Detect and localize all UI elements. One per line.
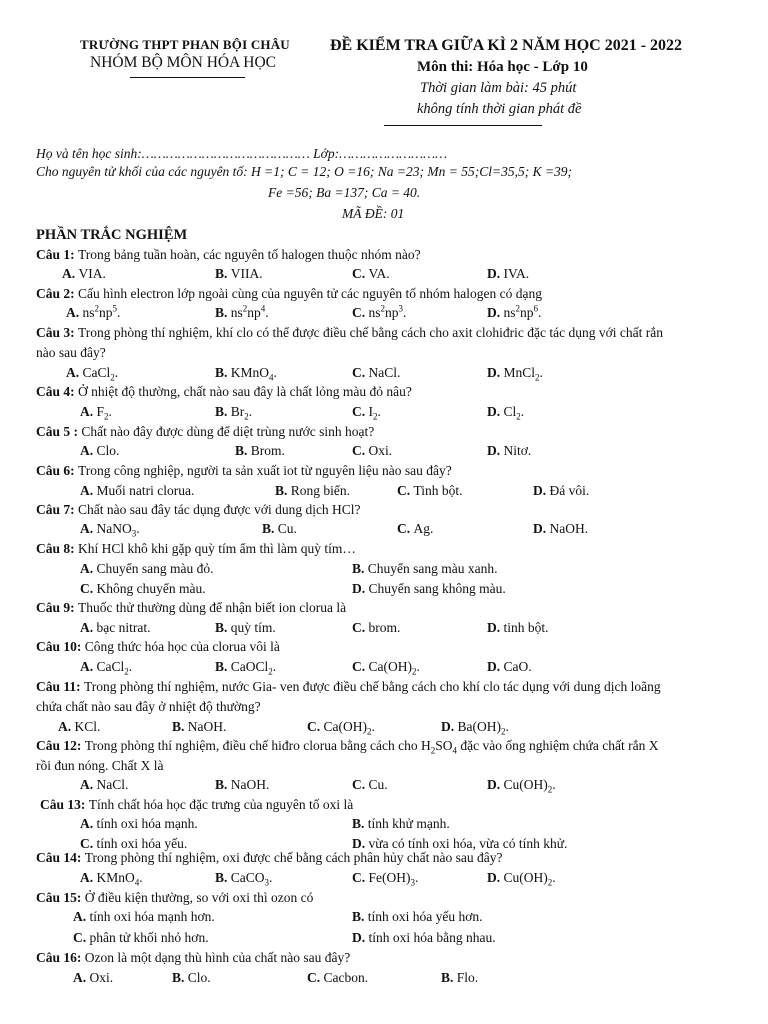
option-text: Tinh bột. bbox=[413, 483, 463, 498]
question-text: Trong phòng thí nghiệm, nước Gia- ven được điều chế bằng cách cho khí clo tác dụng với dung dịch loãng bbox=[84, 679, 661, 694]
answer-option bbox=[215, 266, 263, 282]
answer-option bbox=[352, 581, 506, 597]
option-text: tính oxi hóa mạnh hơn. bbox=[89, 909, 215, 924]
question-text: Trong phòng thí nghiệm, điều chế hiđro clorua bằng cách cho $H_2SO_4$ đặc vào ống nghiệm chứa chất rắn X bbox=[84, 738, 659, 756]
department-name: NHÓM BỘ MÔN HÓA HỌC bbox=[90, 54, 277, 71]
answer-option bbox=[352, 909, 483, 925]
option-letter: C. bbox=[352, 365, 369, 380]
option-text: $F_2$. bbox=[96, 404, 112, 422]
answer-option bbox=[262, 521, 297, 537]
option-text: $Ca(OH)_2$. bbox=[368, 659, 420, 677]
option-text: $Cu(OH)_2$. bbox=[503, 870, 556, 888]
option-letter: D. bbox=[533, 521, 550, 536]
question-text: Công thức hóa học của clorua vôi là bbox=[84, 639, 280, 654]
question-3 bbox=[36, 325, 663, 341]
option-letter: C. bbox=[352, 305, 369, 320]
option-letter: A. bbox=[62, 266, 79, 281]
option-text: VIIA. bbox=[230, 266, 263, 281]
option-letter: A. bbox=[80, 816, 97, 831]
option-letter: C. bbox=[397, 521, 414, 536]
answer-option bbox=[73, 970, 113, 986]
option-letter: C. bbox=[352, 443, 369, 458]
option-text: Chuyển sang màu xanh. bbox=[367, 561, 498, 576]
question-number: Câu 15: bbox=[36, 890, 85, 905]
option-letter: A. bbox=[80, 561, 97, 576]
option-letter: D. bbox=[487, 365, 504, 380]
option-letter: B. bbox=[215, 266, 231, 281]
answer-option bbox=[533, 483, 589, 499]
option-letter: A. bbox=[58, 719, 75, 734]
exam-duration-note: không tính thời gian phát đề bbox=[417, 101, 582, 117]
answer-option bbox=[441, 719, 509, 735]
atomic-mass-line-2: Fe =56; Ba =137; Ca = 40. bbox=[268, 185, 421, 200]
question-number: Câu 11: bbox=[36, 679, 85, 694]
option-text: brom. bbox=[368, 620, 401, 635]
option-text: $ns^2np^5$. bbox=[82, 303, 121, 320]
option-letter: A. bbox=[66, 305, 83, 320]
option-text: Brom. bbox=[250, 443, 285, 458]
option-letter: B. bbox=[215, 620, 231, 635]
answer-option bbox=[80, 521, 140, 537]
exam-code: MÃ ĐỀ: 01 bbox=[342, 206, 405, 221]
option-letter: B. bbox=[352, 816, 368, 831]
question-text: Cấu hình electron lớp ngoài cùng của nguyên tử các nguyên tố nhóm halogen có dạng bbox=[78, 286, 542, 301]
option-text: $Br_2$. bbox=[230, 404, 253, 422]
answer-option bbox=[172, 970, 211, 986]
student-info-line: Họ và tên học sinh:…………………………………… Lớp:……………………… bbox=[36, 146, 448, 161]
answer-option bbox=[215, 870, 272, 886]
option-letter: B. bbox=[215, 404, 231, 419]
option-letter: B. bbox=[215, 365, 231, 380]
option-text: $I_2$. bbox=[368, 404, 381, 422]
option-letter: A. bbox=[80, 483, 97, 498]
answer-option bbox=[80, 404, 112, 420]
option-letter: C. bbox=[352, 870, 369, 885]
answer-option bbox=[215, 365, 277, 381]
option-letter: A. bbox=[80, 443, 97, 458]
section-title: PHẦN TRẮC NGHIỆM bbox=[36, 227, 188, 243]
department-underline bbox=[130, 77, 245, 78]
question-text-continued: chứa chất nào sau đây ở nhiệt độ thường? bbox=[36, 699, 261, 714]
question-text: Chất nào đây được dùng để diệt trùng nước sinh hoạt? bbox=[81, 424, 375, 439]
option-text: NaNO$_3$. bbox=[96, 521, 140, 539]
option-letter: D. bbox=[487, 305, 504, 320]
option-text: $Cu(OH)_2$. bbox=[503, 777, 556, 795]
option-text: $Ca(OH)_2$. bbox=[323, 719, 375, 737]
option-letter: B. bbox=[441, 970, 457, 985]
answer-option bbox=[80, 443, 119, 459]
option-text: $Fe(OH)_3$. bbox=[368, 870, 419, 888]
question-14 bbox=[36, 850, 503, 866]
option-text: Rong biển. bbox=[290, 483, 351, 498]
answer-option bbox=[62, 266, 106, 282]
option-letter: A. bbox=[66, 365, 83, 380]
answer-option bbox=[80, 561, 214, 577]
question-11 bbox=[36, 679, 661, 695]
answer-option bbox=[73, 909, 215, 925]
option-letter: C. bbox=[80, 581, 97, 596]
option-letter: D. bbox=[352, 930, 369, 945]
option-text: tính oxi hóa yếu hơn. bbox=[367, 909, 483, 924]
option-text: Cu. bbox=[368, 777, 388, 792]
answer-option bbox=[80, 581, 206, 597]
question-number: Câu 13: bbox=[40, 797, 89, 812]
answer-option bbox=[215, 659, 276, 675]
answer-option bbox=[352, 266, 390, 282]
option-text: tinh bột. bbox=[503, 620, 549, 635]
option-letter: B. bbox=[215, 659, 231, 674]
option-text: Clo. bbox=[96, 443, 120, 458]
option-letter: D. bbox=[487, 659, 504, 674]
question-text-continued: nào sau đây? bbox=[36, 345, 106, 360]
answer-option bbox=[275, 483, 350, 499]
option-text: Oxi. bbox=[368, 443, 393, 458]
answer-option bbox=[80, 620, 150, 636]
option-text: VA. bbox=[368, 266, 390, 281]
question-number: Câu 12: bbox=[36, 738, 85, 753]
answer-option bbox=[58, 719, 100, 735]
option-letter: C. bbox=[352, 777, 369, 792]
answer-option bbox=[397, 521, 433, 537]
header-underline bbox=[384, 125, 542, 126]
answer-option bbox=[80, 870, 143, 886]
option-text: MnCl$_2$. bbox=[503, 365, 543, 383]
answer-option bbox=[352, 305, 406, 321]
answer-option bbox=[80, 483, 194, 499]
option-letter: C. bbox=[80, 836, 97, 851]
option-text: $ns^2np^4$. bbox=[230, 303, 269, 320]
option-text: KMnO$_4$. bbox=[96, 870, 143, 888]
question-number: Câu 8: bbox=[36, 541, 79, 556]
answer-option bbox=[397, 483, 463, 499]
option-text: bạc nitrat. bbox=[96, 620, 151, 635]
answer-option bbox=[307, 719, 375, 735]
option-letter: B. bbox=[215, 870, 231, 885]
option-text: Flo. bbox=[456, 970, 479, 985]
option-text: quỳ tím. bbox=[230, 620, 276, 635]
option-text: tính oxi hóa bằng nhau. bbox=[368, 930, 496, 945]
option-letter: D. bbox=[352, 836, 369, 851]
answer-option bbox=[80, 816, 198, 832]
option-text: NaCl. bbox=[368, 365, 401, 380]
option-letter: C. bbox=[73, 930, 90, 945]
atomic-mass-line-1: Cho nguyên tử khối của các nguyên tố: H =1; C = 12; O =16; Na =23; Mn = 55;Cl=35,5; K =39; bbox=[36, 164, 573, 179]
option-letter: A. bbox=[80, 777, 97, 792]
answer-option bbox=[352, 620, 400, 636]
option-text: Không chuyển màu. bbox=[96, 581, 206, 596]
exam-duration: Thời gian làm bài: 45 phút bbox=[420, 80, 577, 96]
option-letter: C. bbox=[352, 266, 369, 281]
option-text: Clo. bbox=[187, 970, 211, 985]
option-letter: B. bbox=[172, 719, 188, 734]
answer-option bbox=[487, 777, 556, 793]
option-letter: B. bbox=[215, 305, 231, 320]
question-text: Ozon là một dạng thù hình của chất nào sau đây? bbox=[84, 950, 351, 965]
option-letter: A. bbox=[80, 620, 97, 635]
answer-option bbox=[307, 970, 368, 986]
question-1 bbox=[36, 247, 421, 263]
option-text: vừa có tính oxi hóa, vừa có tính khử. bbox=[368, 836, 568, 851]
question-number: Câu 10: bbox=[36, 639, 85, 654]
option-letter: B. bbox=[352, 561, 368, 576]
question-number: Câu 16: bbox=[36, 950, 85, 965]
option-letter: A. bbox=[73, 970, 90, 985]
option-text: $ns^2np^6$. bbox=[503, 303, 542, 320]
option-letter: D. bbox=[352, 581, 369, 596]
option-letter: B. bbox=[275, 483, 291, 498]
question-text: Trong phòng thí nghiệm, oxi được chế bằng cách phân hủy chất nào sau đây? bbox=[84, 850, 503, 865]
option-text: VIA. bbox=[78, 266, 106, 281]
answer-option bbox=[533, 521, 588, 537]
answer-option bbox=[487, 404, 524, 420]
question-2 bbox=[36, 286, 542, 302]
question-text: Chất nào sau đây tác dụng được với dung dịch HCl? bbox=[78, 502, 361, 517]
question-number: Câu 1: bbox=[36, 247, 79, 262]
question-4 bbox=[36, 384, 412, 400]
question-text: Trong công nghiệp, người ta sản xuất iot từ nguyên liệu nào sau đây? bbox=[78, 463, 452, 478]
answer-option bbox=[352, 659, 420, 675]
answer-option bbox=[80, 659, 132, 675]
option-text: NaOH. bbox=[549, 521, 589, 536]
option-text: IVA. bbox=[503, 266, 530, 281]
answer-option bbox=[352, 816, 450, 832]
answer-option bbox=[352, 777, 388, 793]
question-12 bbox=[36, 738, 658, 754]
option-text: Đá vôi. bbox=[549, 483, 590, 498]
option-text: Cacbon. bbox=[323, 970, 369, 985]
option-letter: D. bbox=[487, 404, 504, 419]
option-letter: A. bbox=[80, 521, 97, 536]
question-text: Thuốc thử thường dùng để nhận biết ion clorua là bbox=[78, 600, 347, 615]
option-text: CaO. bbox=[503, 659, 532, 674]
option-text: Nitơ. bbox=[503, 443, 532, 458]
option-text: CaCO$_3$. bbox=[230, 870, 273, 888]
option-text: Chuyển sang không màu. bbox=[368, 581, 506, 596]
option-text: CaOCl$_2$. bbox=[230, 659, 277, 677]
question-text: Ở nhiệt độ thường, chất nào sau đây là chất lỏng màu đỏ nâu? bbox=[78, 384, 412, 399]
option-text: KMnO$_4$. bbox=[230, 365, 277, 383]
question-13 bbox=[40, 797, 353, 813]
exam-title: ĐỀ KIỂM TRA GIỮA KÌ 2 NĂM HỌC 2021 - 2022 bbox=[330, 37, 683, 54]
question-number: Câu 5 : bbox=[36, 424, 82, 439]
question-text: Trong phòng thí nghiệm, khí clo có thể được điều chế bằng cách cho axit clohiđric đặc tác dụng với chất rắn bbox=[78, 325, 663, 340]
answer-option bbox=[352, 930, 496, 946]
answer-option bbox=[487, 620, 549, 636]
question-text: Trong bảng tuần hoàn, các nguyên tố halogen thuộc nhóm nào? bbox=[78, 247, 421, 262]
option-letter: B. bbox=[235, 443, 251, 458]
option-letter: C. bbox=[307, 719, 324, 734]
question-text: Khí HCl khô khi gặp quỳ tím ẩm thì làm quỳ tím… bbox=[78, 541, 356, 556]
answer-option bbox=[215, 777, 269, 793]
option-letter: A. bbox=[80, 404, 97, 419]
answer-option bbox=[352, 443, 392, 459]
option-letter: D. bbox=[533, 483, 550, 498]
option-text: $Ba(OH)_2$. bbox=[457, 719, 509, 737]
answer-option bbox=[441, 970, 478, 986]
option-letter: B. bbox=[352, 909, 368, 924]
option-letter: D. bbox=[487, 266, 504, 281]
answer-option bbox=[235, 443, 285, 459]
question-8 bbox=[36, 541, 356, 557]
option-text: NaOH. bbox=[230, 777, 270, 792]
question-text: Tính chất hóa học đặc trưng của nguyên tố oxi là bbox=[88, 797, 354, 812]
answer-option bbox=[215, 404, 252, 420]
option-text: NaCl. bbox=[96, 777, 129, 792]
option-letter: C. bbox=[352, 659, 369, 674]
option-letter: D. bbox=[487, 620, 504, 635]
option-letter: D. bbox=[441, 719, 458, 734]
question-number: Câu 14: bbox=[36, 850, 85, 865]
option-text: tính oxi hóa yếu. bbox=[96, 836, 188, 851]
answer-option bbox=[215, 305, 269, 321]
exam-subject: Môn thi: Hóa học - Lớp 10 bbox=[417, 59, 588, 75]
question-number: Câu 2: bbox=[36, 286, 79, 301]
question-number: Câu 6: bbox=[36, 463, 79, 478]
question-text: Ở điều kiện thường, so với oxi thì ozon có bbox=[84, 890, 314, 905]
option-letter: A. bbox=[80, 870, 97, 885]
question-5 bbox=[36, 424, 374, 440]
option-text: Muối natri clorua. bbox=[96, 483, 195, 498]
question-number: Câu 3: bbox=[36, 325, 79, 340]
answer-option bbox=[487, 870, 556, 886]
option-text: NaOH. bbox=[187, 719, 227, 734]
option-letter: C. bbox=[352, 404, 369, 419]
option-text: CaCl$_2$. bbox=[96, 659, 133, 677]
option-text: phân tử khối nhỏ hơn. bbox=[89, 930, 209, 945]
question-7 bbox=[36, 502, 361, 518]
answer-option bbox=[487, 266, 529, 282]
answer-option bbox=[66, 365, 118, 381]
option-letter: A. bbox=[73, 909, 90, 924]
option-letter: B. bbox=[215, 777, 231, 792]
option-text: tính oxi hóa mạnh. bbox=[96, 816, 198, 831]
question-number: Câu 9: bbox=[36, 600, 79, 615]
option-text: Ag. bbox=[413, 521, 434, 536]
school-name: TRƯỜNG THPT PHAN BỘI CHÂU bbox=[80, 37, 290, 52]
option-text: tính khử mạnh. bbox=[367, 816, 450, 831]
option-text: Cu. bbox=[277, 521, 297, 536]
question-10 bbox=[36, 639, 280, 655]
question-number: Câu 4: bbox=[36, 384, 79, 399]
question-text-continued: rồi đun nóng. Chất X là bbox=[36, 758, 164, 773]
answer-option bbox=[352, 870, 418, 886]
answer-option bbox=[215, 620, 276, 636]
question-6 bbox=[36, 463, 452, 479]
option-text: Oxi. bbox=[89, 970, 114, 985]
option-letter: D. bbox=[487, 443, 504, 458]
question-16 bbox=[36, 950, 350, 966]
answer-option bbox=[487, 305, 541, 321]
option-text: $ns^2np^3$. bbox=[368, 303, 407, 320]
option-text: CaCl$_2$. bbox=[82, 365, 119, 383]
question-number: Câu 7: bbox=[36, 502, 79, 517]
option-letter: C. bbox=[397, 483, 414, 498]
question-9 bbox=[36, 600, 346, 616]
answer-option bbox=[352, 365, 400, 381]
answer-option bbox=[66, 305, 120, 321]
answer-option bbox=[487, 443, 531, 459]
option-letter: D. bbox=[487, 777, 504, 792]
option-letter: D. bbox=[487, 870, 504, 885]
option-letter: C. bbox=[352, 620, 369, 635]
answer-option bbox=[172, 719, 226, 735]
answer-option bbox=[80, 777, 128, 793]
question-15 bbox=[36, 890, 313, 906]
answer-option bbox=[352, 561, 498, 577]
option-text: KCl. bbox=[74, 719, 101, 734]
option-letter: B. bbox=[172, 970, 188, 985]
answer-option bbox=[73, 930, 209, 946]
answer-option bbox=[487, 365, 543, 381]
option-text: $Cl_2$. bbox=[503, 404, 525, 422]
option-letter: B. bbox=[262, 521, 278, 536]
option-text: Chuyển sang màu đỏ. bbox=[96, 561, 214, 576]
answer-option bbox=[352, 404, 381, 420]
answer-option bbox=[487, 659, 532, 675]
option-letter: C. bbox=[307, 970, 324, 985]
option-letter: A. bbox=[80, 659, 97, 674]
